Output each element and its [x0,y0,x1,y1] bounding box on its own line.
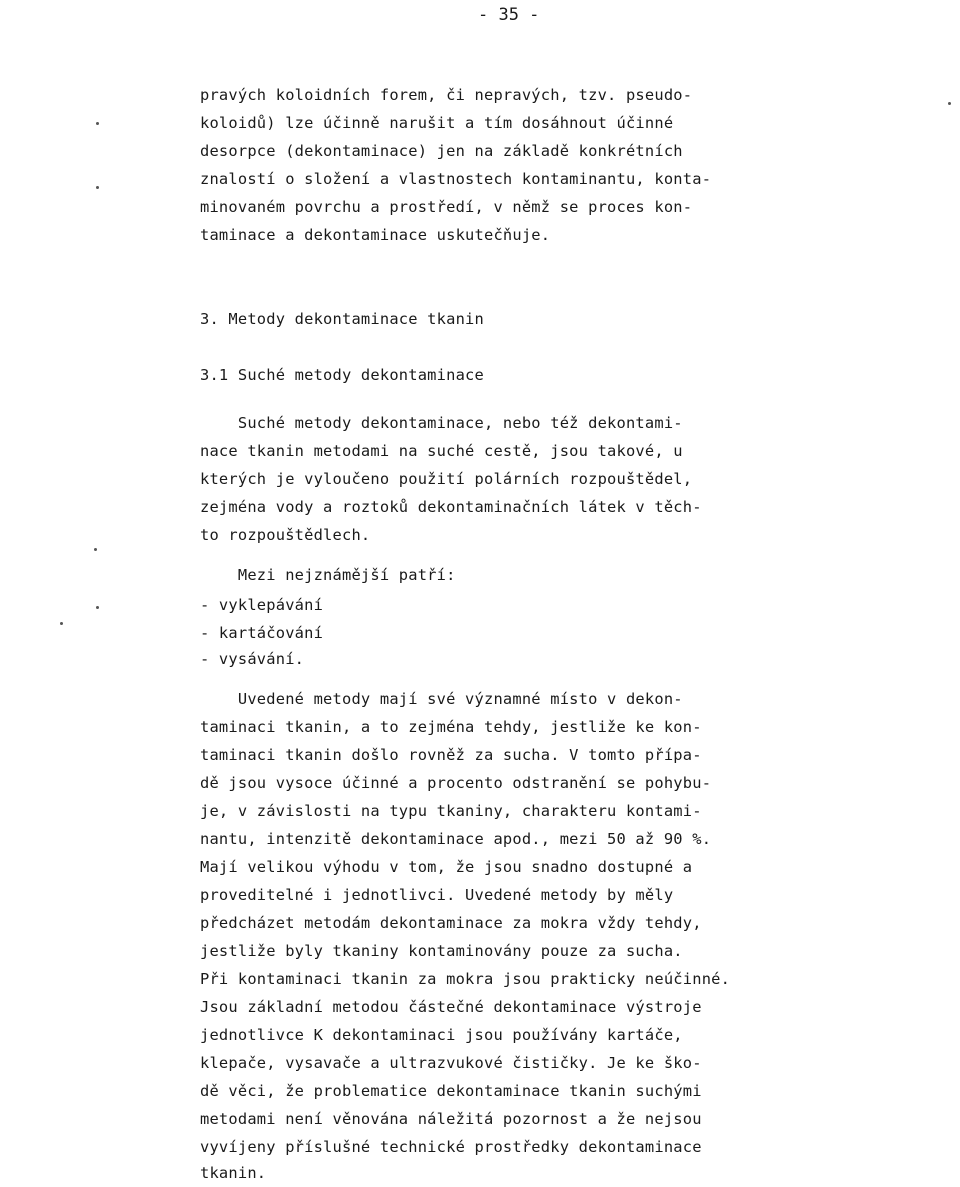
text-line: minovaném povrchu a prostředí, v němž se proces kon- [200,198,693,216]
text-line: znalostí o složení a vlastnostech kontaminantu, konta- [200,170,712,188]
text-line: nantu, intenzitě dekontaminace apod., mezi 50 až 90 %. [200,830,712,848]
subsection-heading: 3.1 Suché metody dekontaminace [200,366,484,384]
text-line: desorpce (dekontaminace) jen na základě konkrétních [200,142,683,160]
text-line: Jsou základní metodou částečné dekontaminace výstroje [200,998,702,1016]
text-line: pravých koloidních forem, či nepravých, tzv. pseudo- [200,86,693,104]
text-line: jednotlivce K dekontaminaci jsou používány kartáče, [200,1026,683,1044]
text-line: koloidů) lze účinně narušit a tím dosáhnout účinné [200,114,674,132]
list-intro: Mezi nejznámější patří: [200,566,456,584]
text-line: jestliže byly tkaniny kontaminovány pouze za sucha. [200,942,683,960]
text-line: taminaci tkanin, a to zejména tehdy, jestliže ke kon- [200,718,702,736]
text-line: vyvíjeny příslušné technické prostředky dekontaminace [200,1138,702,1156]
scan-speck [96,186,99,189]
text-line: tkanin. [200,1164,267,1182]
text-line: nace tkanin metodami na suché cestě, jsou takové, u [200,442,683,460]
text-line: dě jsou vysoce účinné a procento odstranění se pohybu- [200,774,712,792]
section-heading: 3. Metody dekontaminace tkanin [200,310,484,328]
page-number: - 35 - [478,5,540,25]
text-line: Suché metody dekontaminace, nebo též dekontami- [200,414,683,432]
list-item: - vysávání. [200,650,305,668]
text-line: klepače, vysavače a ultrazvukové čističky. Je ke ško- [200,1054,702,1072]
scan-speck [60,622,63,625]
text-line: je, v závislosti na typu tkaniny, charakteru kontami- [200,802,702,820]
scan-speck [948,102,951,105]
text-line: proveditelné i jednotlivci. Uvedené metody by měly [200,886,674,904]
scan-speck [96,122,99,125]
text-line: dě věci, že problematice dekontaminace tkanin suchými [200,1082,702,1100]
scan-speck [94,548,97,551]
text-line: zejména vody a roztoků dekontaminačních látek v těch- [200,498,702,516]
scan-speck [96,606,99,609]
text-line: taminaci tkanin došlo rovněž za sucha. V tomto přípa- [200,746,702,764]
text-line: kterých je vyloučeno použití polárních rozpouštědel, [200,470,693,488]
list-item: - vyklepávání [200,596,324,614]
text-line: Při kontaminaci tkanin za mokra jsou prakticky neúčinné. [200,970,731,988]
text-line: předcházet metodám dekontaminace za mokra vždy tehdy, [200,914,702,932]
text-line: to rozpouštědlech. [200,526,371,544]
text-line: taminace a dekontaminace uskutečňuje. [200,226,551,244]
list-item: - kartáčování [200,624,324,642]
text-line: Uvedené metody mají své významné místo v dekon- [200,690,683,708]
text-line: metodami není věnována náležitá pozornost a že nejsou [200,1110,702,1128]
text-line: Mají velikou výhodu v tom, že jsou snadno dostupné a [200,858,693,876]
